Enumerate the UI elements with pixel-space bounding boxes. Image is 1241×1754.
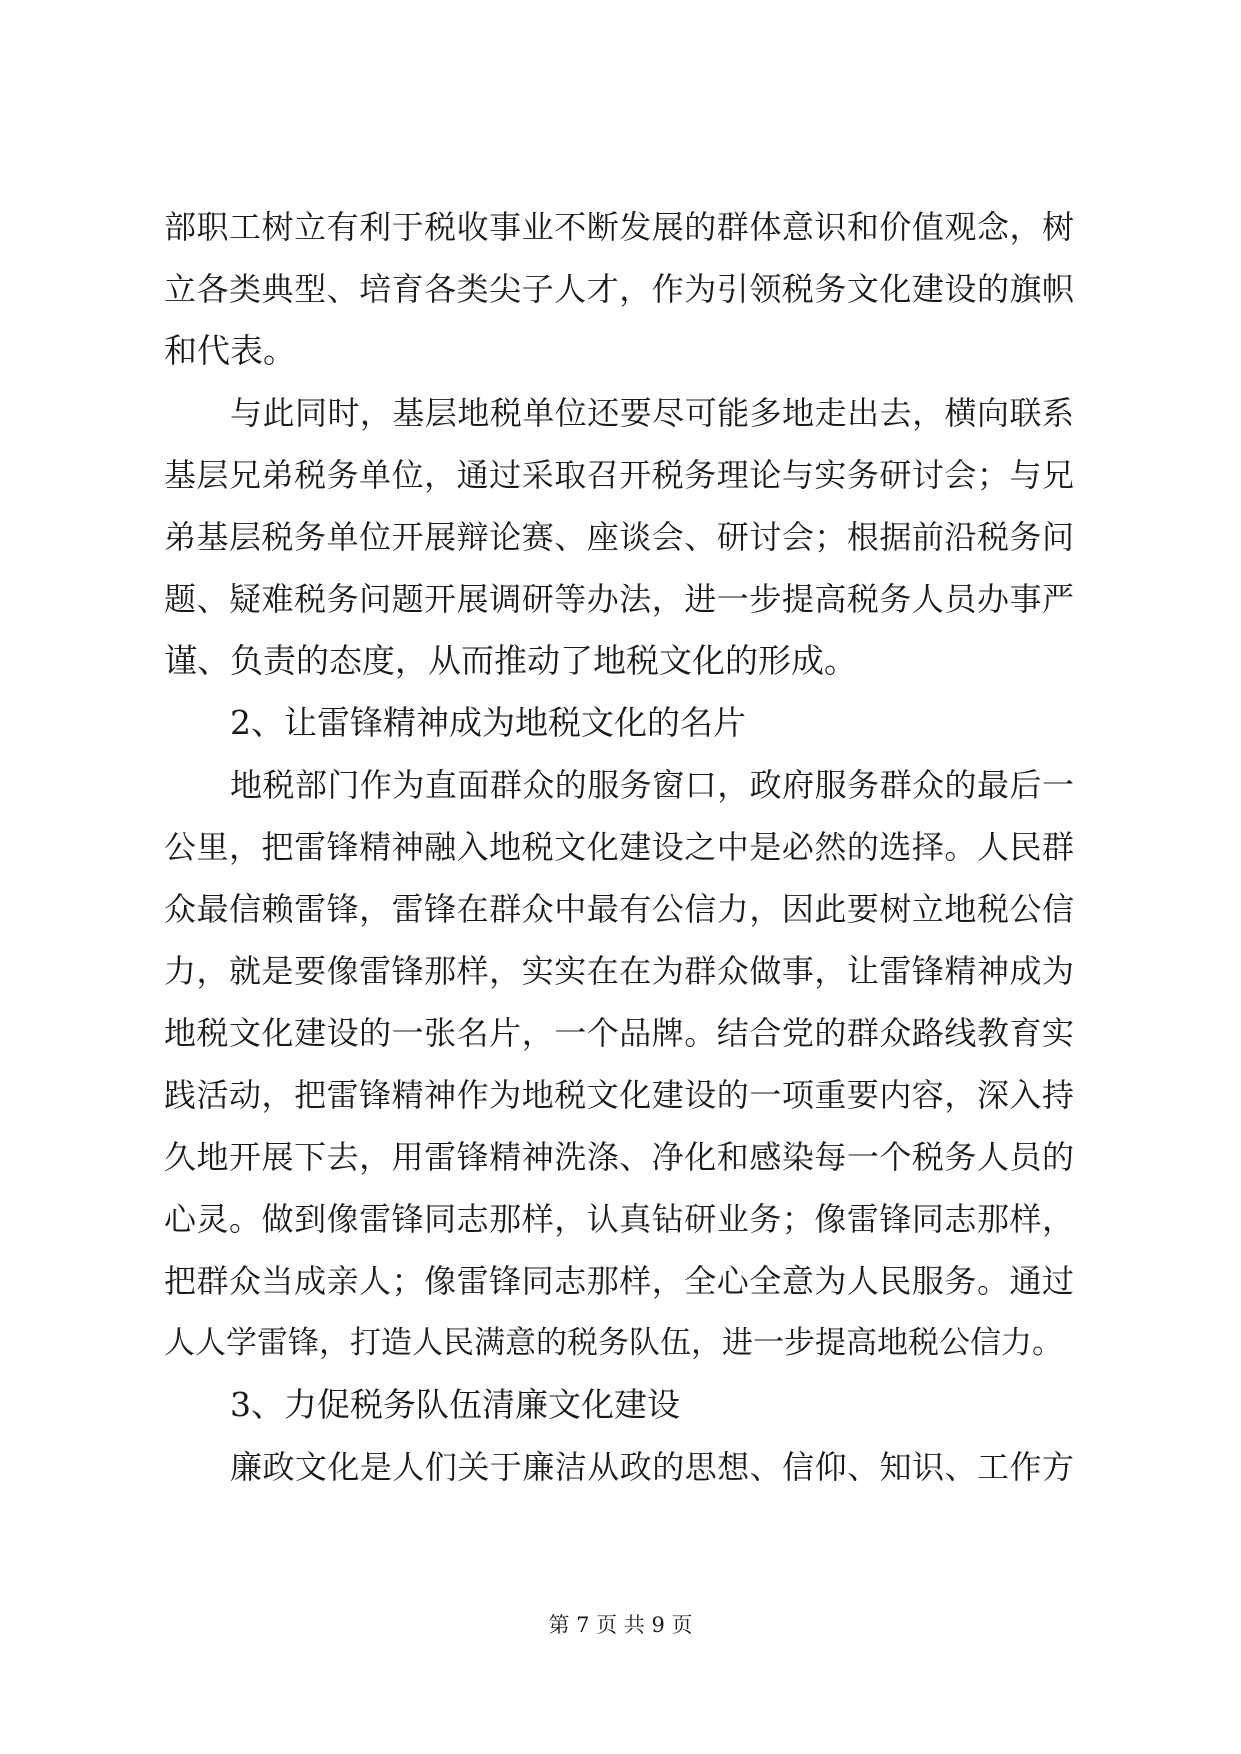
body-text-line: 部职工树立有利于税收事业不断发展的群体意识和价值观念，树 bbox=[164, 208, 1074, 246]
body-text-line: 弟基层税务单位开展辩论赛、座谈会、研讨会；根据前沿税务问 bbox=[164, 518, 1074, 556]
page-footer: 第 7 页 共 9 页 bbox=[548, 1613, 693, 1637]
body-text-line: 众最信赖雷锋，雷锋在群众中最有公信力，因此要树立地税公信 bbox=[164, 890, 1074, 928]
body-text-line: 地税文化建设的一张名片，一个品牌。结合党的群众路线教育实 bbox=[164, 1014, 1074, 1052]
body-text-line: 基层兄弟税务单位，通过采取召开税务理论与实务研讨会；与兄 bbox=[164, 456, 1074, 494]
paragraph-first-line: 廉政文化是人们关于廉洁从政的思想、信仰、知识、工作方 bbox=[230, 1448, 1074, 1486]
body-text-line: 立各类典型、培育各类尖子人才，作为引领税务文化建设的旗帜 bbox=[164, 270, 1074, 308]
body-text-line: 践活动，把雷锋精神作为地税文化建设的一项重要内容，深入持 bbox=[164, 1076, 1074, 1114]
body-text-line: 公里，把雷锋精神融入地税文化建设之中是必然的选择。人民群 bbox=[164, 828, 1074, 866]
body-text-line: 久地开展下去，用雷锋精神洗涤、净化和感染每一个税务人员的 bbox=[164, 1138, 1074, 1176]
paragraph-first-line: 与此同时，基层地税单位还要尽可能多地走出去，横向联系 bbox=[230, 394, 1074, 432]
body-text-line: 心灵。做到像雷锋同志那样，认真钻研业务；像雷锋同志那样， bbox=[164, 1200, 1074, 1238]
section-heading: 3、力促税务队伍清廉文化建设 bbox=[230, 1385, 680, 1424]
body-text-line: 把群众当成亲人；像雷锋同志那样，全心全意为人民服务。通过 bbox=[164, 1262, 1074, 1300]
body-text-line: 和代表。 bbox=[164, 331, 296, 370]
paragraph-first-line: 地税部门作为直面群众的服务窗口，政府服务群众的最后一 bbox=[230, 766, 1074, 804]
body-text-line: 题、疑难税务问题开展调研等办法，进一步提高税务人员办事严 bbox=[164, 580, 1074, 618]
body-text-line: 力，就是要像雷锋那样，实实在在为群众做事，让雷锋精神成为 bbox=[164, 952, 1074, 990]
section-heading: 2、让雷锋精神成为地税文化的名片 bbox=[230, 703, 746, 742]
body-text-line: 谨、负责的态度，从而推动了地税文化的形成。 bbox=[164, 641, 857, 680]
body-text-line: 人人学雷锋，打造人民满意的税务队伍，进一步提高地税公信力。 bbox=[164, 1325, 1063, 1361]
